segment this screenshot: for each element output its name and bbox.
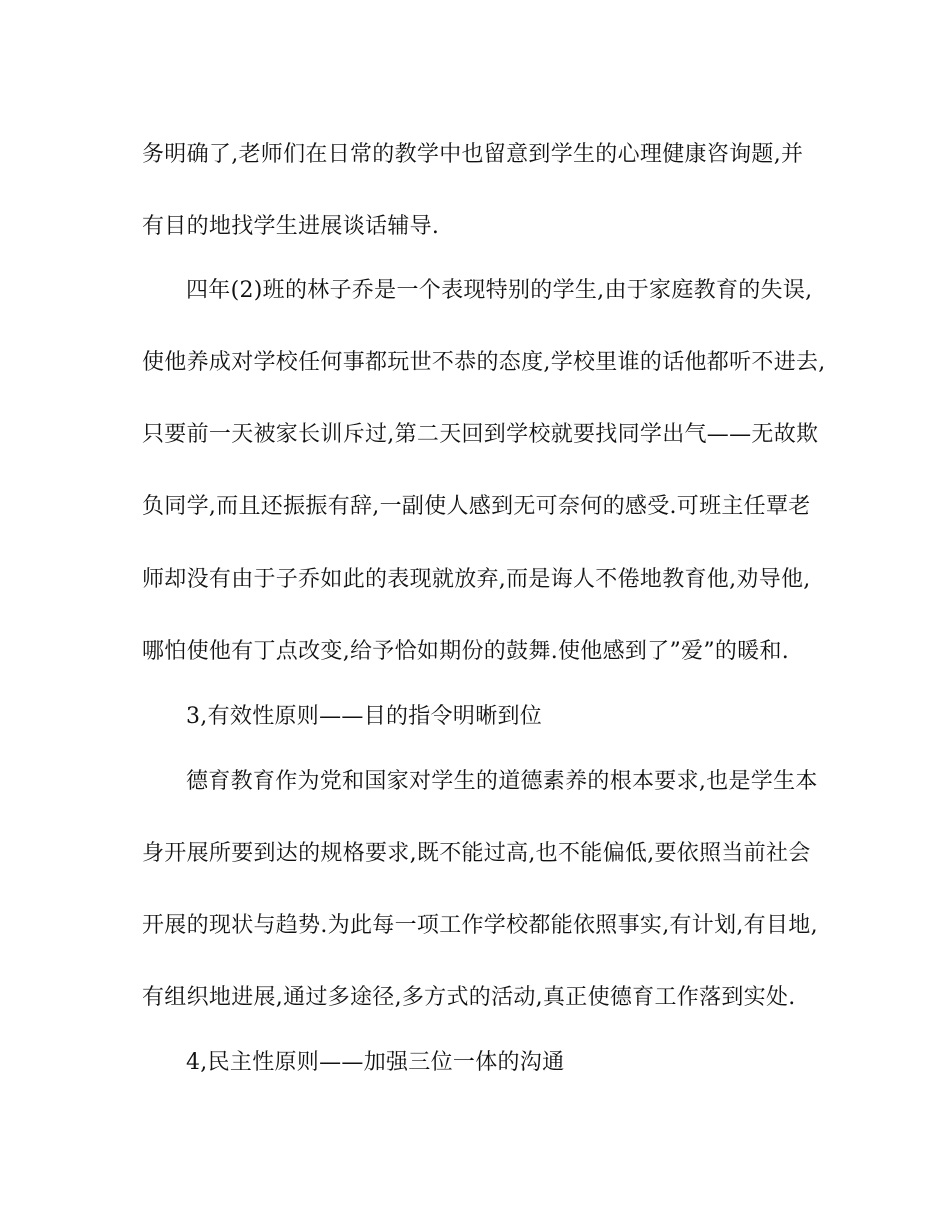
section-heading: 4,民主性原则——加强三位一体的沟通 — [186, 1050, 565, 1075]
text-line: 开展的现状与趋势.为此每一项工作学校都能依照事实,有计划,有目地, — [142, 913, 818, 938]
text-line: 有目的地找学生进展谈话辅导. — [142, 214, 440, 239]
text-line: 务明确了,老师们在日常的教学中也留意到学生的心理健康咨询题,并 — [142, 142, 804, 167]
section-heading: 3,有效性原则——目的指令明晰到位 — [186, 704, 543, 729]
paragraph-start-line: 德育教育作为党和国家对学生的道德素养的根本要求,也是学生本 — [186, 769, 818, 794]
text-line: 身开展所要到达的规格要求,既不能过高,也不能偏低,要依照当前社会 — [142, 841, 811, 866]
paragraph-start-line: 四年(2)班的林子乔是一个表现特别的学生,由于家庭教育的失误, — [186, 278, 813, 303]
text-line: 有组织地进展,通过多途径,多方式的活动,真正使德育工作落到实处. — [142, 985, 796, 1010]
text-line: 只要前一天被家长训斥过,第二天回到学校就要找同学出气——无故欺 — [142, 422, 819, 447]
text-line: 师却没有由于子乔如此的表现就放弃,而是诲人不倦地教育他,劝导他, — [142, 567, 811, 592]
text-line: 哪怕使他有丁点改变,给予恰如期份的鼓舞.使他感到了”爱”的暖和. — [142, 639, 790, 664]
text-line: 负同学,而且还振振有辞,一副使人感到无可奈何的感受.可班主任覃老 — [142, 494, 811, 519]
text-line: 使他养成对学校任何事都玩世不恭的态度,学校里谁的话他都听不进去, — [142, 350, 826, 375]
